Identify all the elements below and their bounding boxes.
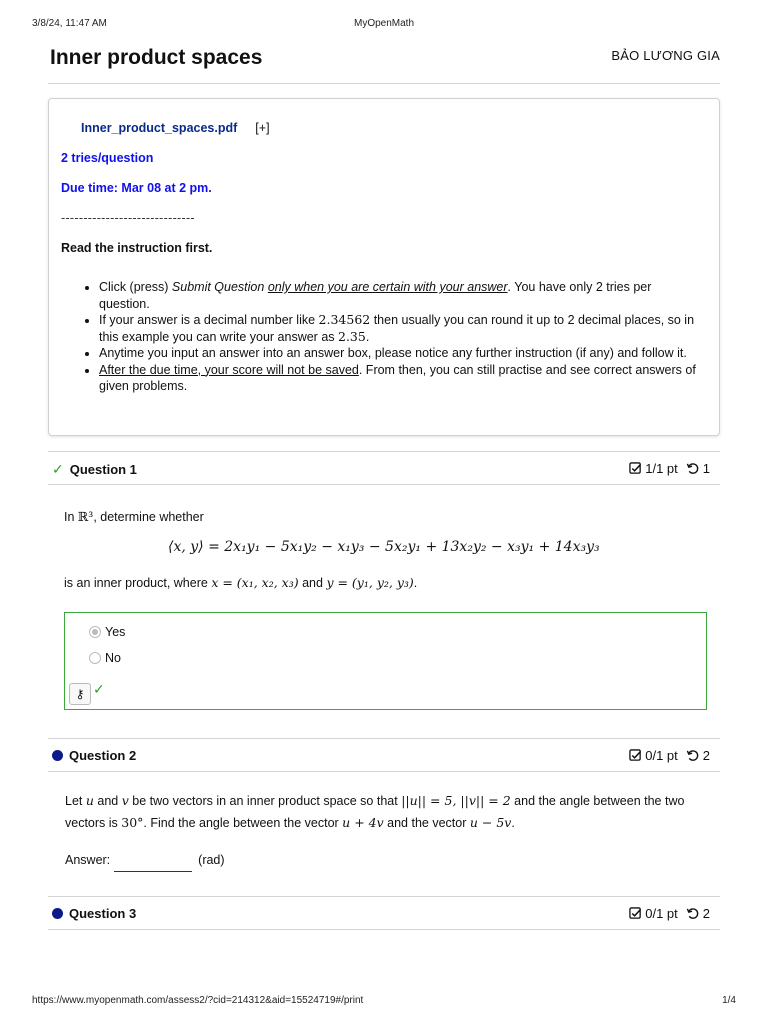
user-name: BẢO LƯƠNG GIA [611,48,720,63]
question-label: Question 2 [69,748,137,763]
print-header [32,18,736,32]
separator: ------------------------------ [61,211,195,225]
unanswered-dot-icon [52,750,63,761]
pdf-link[interactable]: Inner_product_spaces.pdf [81,121,238,135]
question-2-header[interactable] [48,738,720,772]
retry-icon [686,907,699,920]
radio-no[interactable] [89,652,101,664]
answer-correct-icon: ✓ [93,681,105,697]
answer-label: Answer: [65,853,111,867]
retry-icon [686,749,699,762]
correct-check-icon: ✓ [52,461,64,477]
instruction-list [85,279,705,395]
print-site-name: MyOpenMath [353,18,415,29]
question-1-header[interactable] [48,451,720,485]
question-2-text: Let u and v be two vectors in an inner product space so that ||u|| = 5, ||v|| = 2 and the angle between the two vectors is 30°. Find the angle between the vector u + 4v and the vector u − 5v. [65,793,685,830]
question-label: Question 1 [69,462,137,477]
pdf-row [81,121,270,135]
answer-input[interactable] [114,848,192,872]
instruction-heading: Read the instruction first. [61,241,213,255]
inner-product-formula: ⟨x, y⟩ = 2x₁y₁ − 5x₁y₂ − x₁y₃ − 5x₂y₁ + 13x₂y₂ − x₃y₁ + 14x₃y₃ [168,539,600,555]
option-yes[interactable] [89,625,125,639]
score-check-icon [629,462,642,475]
intro-box [48,98,720,436]
question-1-answer-box [64,612,707,710]
tries-info: 2 tries/question [61,151,154,165]
tries-count: 1 [702,461,710,476]
print-datetime: 3/8/24, 11:47 AM [32,18,107,29]
question-condition: is an inner product, where x = (x₁, x₂, x₃) and y = (y₁, y₂, y₃). [64,575,418,590]
option-label: Yes [105,625,126,639]
question-2-answer-row [65,848,225,872]
print-footer [32,995,736,1009]
question-text: In ℝ³, determine whether [64,509,204,524]
question-label: Question 3 [69,906,137,921]
tries-count: 2 [702,748,710,763]
question-score: 0/1 pt [645,906,678,921]
question-3-header[interactable] [48,896,720,930]
print-page-number: 1/4 [722,995,736,1006]
list-item: • After the due time, your score will not be saved. From then, you can still practise and see correct answers of given problems. [99,362,705,395]
retry-icon [686,462,699,475]
option-label: No [105,651,121,665]
question-score: 0/1 pt [645,748,678,763]
expand-button[interactable]: [+] [255,121,270,135]
score-check-icon [629,749,642,762]
list-item: • Anytime you input an answer into an answer box, please notice any further instruction (if any) and follow it. [99,345,705,362]
print-url: https://www.myopenmath.com/assess2/?cid=214312&aid=15524719#/print [32,995,364,1006]
page-title: Inner product spaces [50,46,263,69]
answer-unit: (rad) [198,853,225,867]
tries-count: 2 [702,906,710,921]
list-item: • Click (press) Submit Question only when you are certain with your answer. You have only 2 tries per question. [99,279,705,312]
title-bar [48,44,720,84]
list-item: • If your answer is a decimal number like 2.34562 then usually you can round it up to 2 decimal places, so in this example you can write your answer as 2.35. [99,312,705,345]
unanswered-dot-icon [52,908,63,919]
due-time: Due time: Mar 08 at 2 pm. [61,181,212,195]
key-icon-button[interactable]: ⚷ [69,683,91,705]
option-no[interactable] [89,651,121,665]
question-score: 1/1 pt [645,461,678,476]
radio-yes[interactable] [89,626,101,638]
score-check-icon [629,907,642,920]
